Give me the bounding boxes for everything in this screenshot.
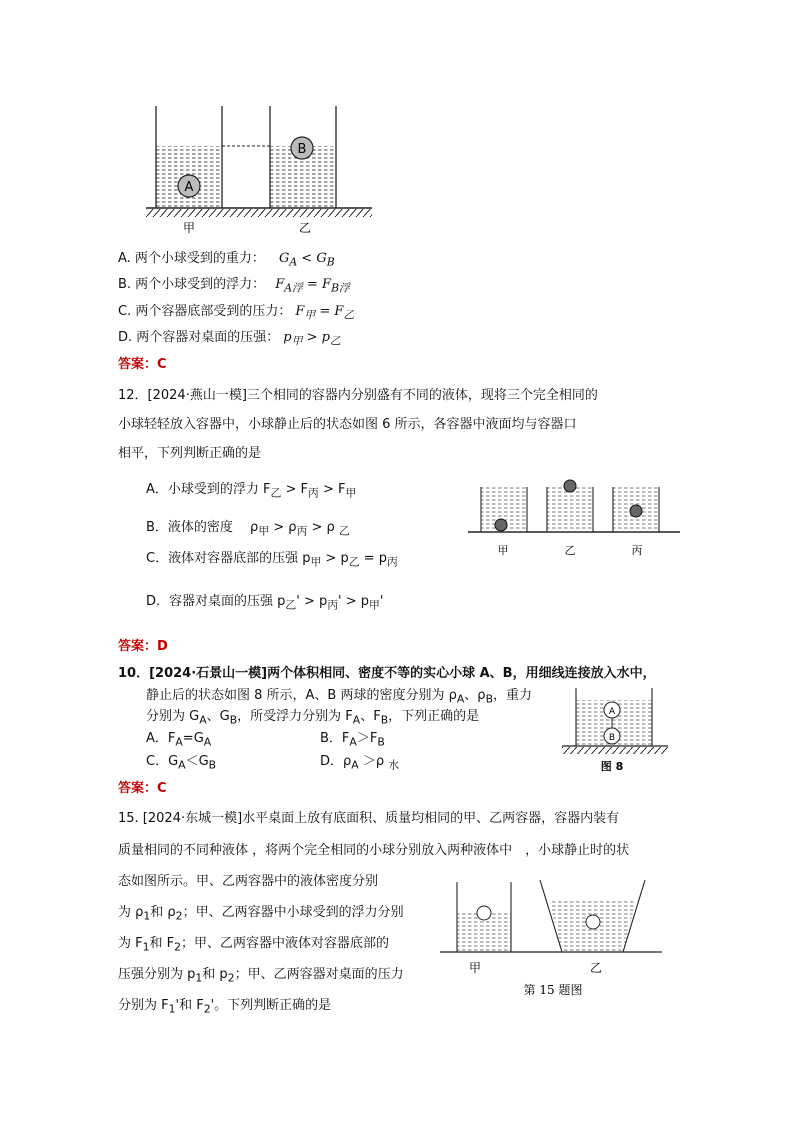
opt-b: B. 两个小球受到的浮力： $F_{A浮} = F_{B浮}$ [118,277,350,295]
q10-opt-c: C．$G_A<G_B$ [146,754,217,772]
q10-line2: 静止后的状态如图 8 所示，A、B 两球的密度分别为 $\rho_A$、$\rho_B$，重力 [146,688,533,706]
q10-opt-a: A．$F_A=G_A$ [146,731,212,749]
q12-line1: 12．[2024·燕山一模]三个相同的容器内分别盛有不同的液体，现将三个完全相同的 [118,388,598,403]
q12-line2: 小球轻轻放入容器中，小球静止后的状态如图 6 所示，各容器中液面均与容器口 [118,417,577,432]
q10-line3: 分别为 $G_A$、$G_B$，所受浮力分别为 $F_A$、$F_B$，下列正确的是 [146,709,480,727]
answer-q10: 答案：C [118,781,167,796]
q12-opt-d: D．容器对桌面的压强 $p_乙' > p_丙' > p_甲'$ [146,594,384,612]
ball-b-label: B [297,142,307,157]
q15-line3: 态如图所示。甲、乙两容器中的液体密度分别 [118,874,379,889]
ball-a-label: A [184,180,194,195]
q12-opt-a: A．小球受到的浮力 $F_乙 > F_丙 > F_甲$ [146,482,357,500]
opt-d: D. 两个容器对桌面的压强： $p_甲 > p_乙$ [118,330,341,348]
q15-line1: 15. [2024·东城一模]水平桌面上放有底面积、质量均相同的甲、乙两容器，容器内装有 [118,811,620,826]
fig-two-containers [0,0,794,240]
fig-three-containers [0,478,794,558]
fig15-jia: 甲 [468,961,482,975]
q12-opt-c: C．液体对容器底部的压强 $p_甲 > p_乙 = p_丙$ [146,551,398,569]
label-jia: 甲 [182,221,196,235]
fig8-caption: 图 8 [600,760,624,773]
answer-q12: 答案：D [118,639,168,654]
fig-q15 [0,876,794,1006]
fig-8 [0,686,794,786]
q15-line6: 压强分别为 $p_1$和 $p_2$；甲、乙两容器对桌面的压力 [118,967,404,985]
fig8-ball-a: A [608,707,616,717]
fig15-yi: 乙 [589,961,603,975]
fig15-caption: 第 15 题图 [523,983,583,997]
answer-prev: 答案：C [118,357,167,372]
fig12-bing: 丙 [631,544,643,557]
label-yi: 乙 [298,221,312,235]
q10-opt-b: B．$F_A>F_B$ [320,731,385,749]
q15-line2: 质量相同的不同种液体 ，将两个完全相同的小球分别放入两种液体中 ，小球静止时的状 [118,843,630,858]
fig12-jia: 甲 [497,544,509,557]
q15-line7: 分别为 $F_1'$和 $F_2'$。下列判断正确的是 [118,998,332,1016]
opt-c: C. 两个容器底部受到的压力： $F_甲 = F_乙$ [118,304,355,322]
fig8-ball-b: B [608,733,616,743]
opt-a: A. 两个小球受到的重力： $G_A < G_B$ [118,251,335,269]
q12-line3: 相平，下列判断正确的是 [118,446,262,461]
q10-line1: 10．[2024·石景山一模]两个体积相同、密度不等的实心小球 A、B，用细线连接放入水中， [118,666,656,681]
q12-opt-b: B．液体的密度 $\rho_甲 > \rho_丙 > \rho$ $_乙$ [146,520,350,538]
fig12-yi: 乙 [564,544,576,557]
q15-line5: 为 $F_1$和 $F_2$；甲、乙两容器中液体对容器底部的 [118,936,390,954]
q15-line4: 为 $\rho_1$和 $\rho_2$；甲、乙两容器中小球受到的浮力分别 [118,905,404,923]
q10-opt-d: D．$\rho_A >\rho$ $_水$ [320,754,400,772]
